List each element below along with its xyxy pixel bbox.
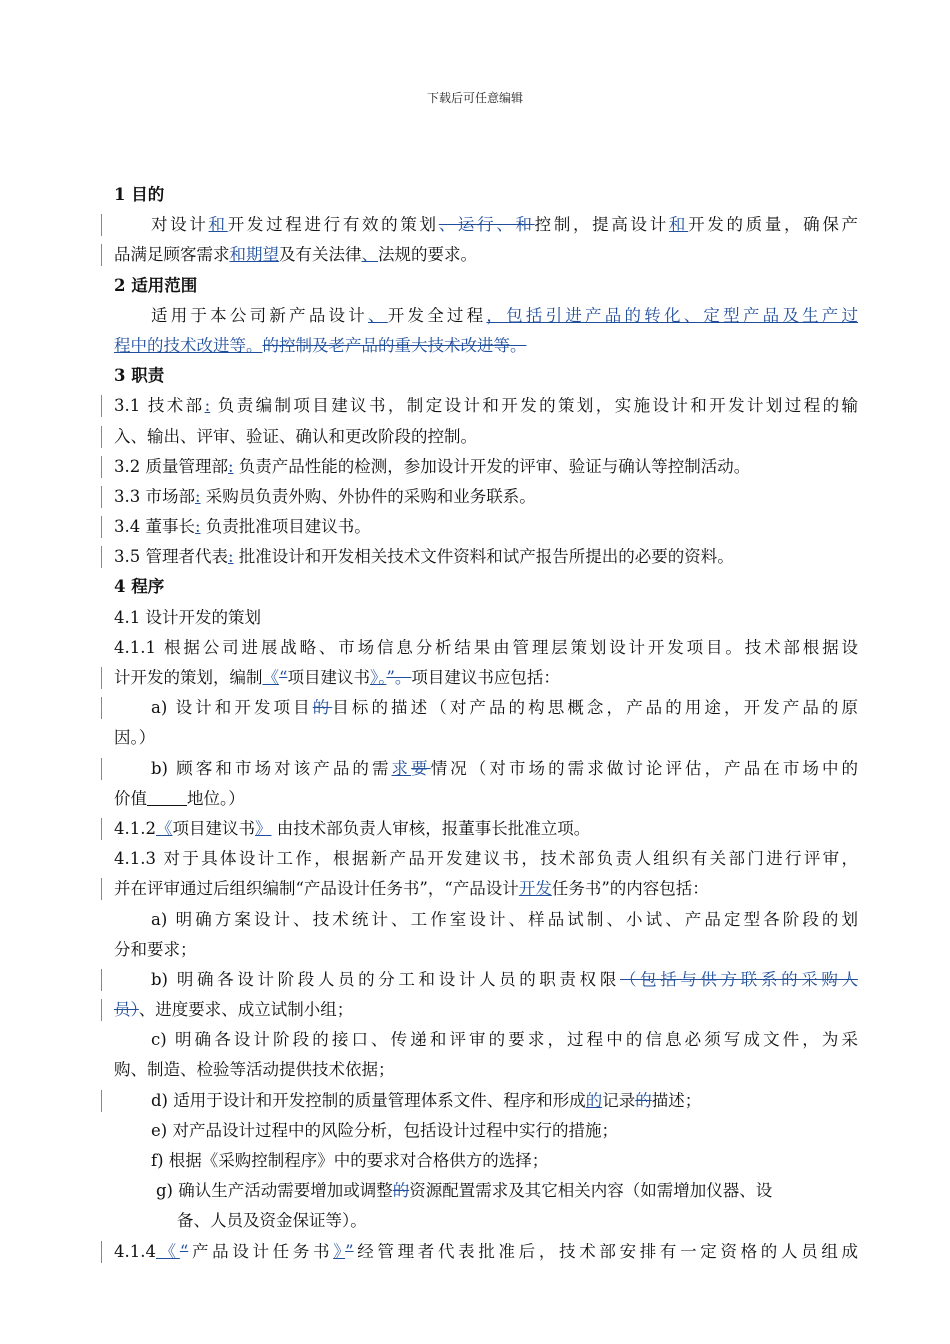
inserted-text: 和 [208, 215, 228, 235]
text-line [114, 1206, 858, 1236]
revision-bar [101, 456, 102, 478]
section-heading [114, 180, 858, 210]
inserted-text: 开发 [518, 879, 552, 899]
text-line [114, 1055, 858, 1085]
inserted-text: 的 [585, 1090, 603, 1110]
text-line [114, 965, 858, 995]
deleted-text: 员） [114, 1000, 139, 1020]
text-run: 批准设计和开发相关技术文件资料和试产报告所提出的必要的资料。 [233, 547, 734, 567]
revision-bar [101, 999, 102, 1021]
text-run: 分和要求； [114, 939, 197, 959]
text-line [114, 633, 858, 663]
text-line [114, 603, 858, 633]
text-run: 对设计 [151, 215, 209, 235]
deleted-text: “ [279, 668, 288, 687]
text-run: f) 根据《采购控制程序》中的要求对合格供方的选择； [151, 1151, 549, 1170]
text-run: c) 明确各设计阶段的接口、传递和评审的要求，过程中的信息必须写成文件，为采 [151, 1030, 858, 1050]
text-line [114, 1237, 858, 1267]
revision-bar [101, 426, 102, 448]
text-line [114, 693, 858, 723]
text-run: 购、制造、检验等活动提供技术依据； [114, 1060, 395, 1080]
revision-bar [101, 1090, 102, 1112]
section-heading [114, 271, 858, 301]
text-run: 控制，提高设计 [534, 215, 669, 235]
text-line [114, 905, 858, 935]
text-line [114, 784, 858, 814]
text-run: 记录 [602, 1090, 636, 1110]
revision-bar [101, 878, 102, 900]
text-run: 3.4 董事长 [114, 517, 195, 537]
text-run: 开发过程进行有效的策划 [227, 215, 439, 235]
inserted-text: : [195, 486, 201, 506]
deleted-text: （包括与供方联系的采购人 [619, 969, 859, 989]
inserted-text: 和期望 [229, 245, 279, 265]
deleted-text: ” [345, 1241, 354, 1261]
text-run: 开发的质量，确保产 [688, 215, 859, 235]
inserted-text: 《 [155, 1241, 180, 1261]
text-line [114, 301, 858, 331]
text-run: 资源配置需求及其它相关内容（如需增加仪器、设 [409, 1181, 773, 1201]
text-line [114, 331, 858, 361]
deleted-text: “ [179, 1241, 189, 1261]
deleted-text: 的控制及老产品的重大技术改进等。 [262, 335, 527, 355]
text-run: 负责编制项目建议书，制定设计和开发的策划，实施设计和开发计划过程的输 [210, 396, 858, 416]
text-run: a) 设计和开发项目 [151, 698, 313, 718]
text-run: 品满足顾客需求 [114, 245, 230, 265]
text-run: 开发全过程 [387, 305, 487, 325]
deleted-text: 的 [635, 1090, 652, 1110]
text-run: g) 确认生产活动需要增加或调整 [156, 1181, 393, 1201]
inserted-text: 程中的技术改进等。 [114, 335, 263, 355]
deleted-text: ”。 [386, 668, 412, 687]
text-run: a) 明确方案设计、技术统计、工作室设计、样品试制、小试、产品定型各阶段的划 [151, 909, 858, 929]
text-run: d) 适用于设计和开发控制的质量管理体系文件、程序和形成 [151, 1090, 586, 1110]
inserted-text: ，包括引进产品的转化、定型产品及生产过 [486, 305, 859, 325]
inserted-text: 《 [155, 818, 173, 838]
text-run: 4.1 设计开发的策划 [114, 607, 261, 627]
inserted-text: 》 [254, 818, 272, 838]
text-run: 经管理者代表批准后，技术部安排有一定资格的人员组成 [353, 1241, 859, 1261]
blank-line [147, 789, 187, 806]
inserted-text: 》 [333, 1241, 346, 1261]
text-run: 描述； [651, 1090, 702, 1110]
text-line [114, 1086, 858, 1116]
text-run: 因。） [114, 728, 156, 748]
text-run: 1 目的 [114, 185, 165, 204]
text-line [114, 874, 858, 904]
text-run: 采购员负责外购、外协件的采购和业务联系。 [200, 486, 536, 506]
text-run: 计开发的策划，编制 [114, 668, 263, 687]
text-run: 项目建议书 [287, 668, 370, 687]
deleted-text: 的 [312, 698, 333, 718]
revision-bar [101, 546, 102, 568]
section-heading [114, 361, 858, 391]
text-run: 3 职责 [114, 366, 165, 386]
text-run: 价值 [114, 788, 147, 808]
text-run: 4.1.2 [114, 818, 156, 838]
text-line [114, 210, 858, 240]
text-run: 、进度要求、成立试制小组； [138, 1000, 354, 1020]
inserted-text: 求 [391, 758, 412, 778]
text-run: 2 适用范围 [114, 275, 198, 295]
text-line [114, 422, 858, 452]
text-run: 负责批准项目建议书。 [200, 517, 371, 537]
text-line [114, 995, 858, 1025]
text-run: 3.1 技术部 [114, 396, 205, 416]
text-run: 项目建议书 [172, 818, 255, 838]
revision-bar [101, 818, 102, 840]
page-header: 下载后可任意编辑 [426, 91, 523, 105]
text-line [114, 663, 858, 693]
revision-bar [101, 516, 102, 538]
inserted-text: 《 [262, 668, 279, 687]
text-line [114, 1146, 858, 1176]
text-run: 4 程序 [114, 577, 165, 597]
revision-bar [101, 1241, 102, 1263]
text-line [114, 391, 858, 421]
text-line [114, 240, 858, 270]
text-line [114, 1176, 858, 1206]
text-run: b) 明确各设计阶段人员的分工和设计人员的职责权限 [151, 969, 620, 989]
text-line [114, 1025, 858, 1055]
text-run: 由技术部负责人审核，报董事长批准立项。 [271, 818, 591, 838]
document-body [114, 180, 858, 1267]
text-run: 项目建议书应包括： [411, 668, 560, 687]
text-run: b) 顾客和市场对该产品的需 [151, 758, 392, 778]
text-run: 3.5 管理者代表 [114, 547, 228, 567]
inserted-text: : [228, 456, 234, 476]
text-run: 负责产品性能的检测，参加设计开发的评审、验证与确认等控制活动。 [233, 456, 751, 476]
text-line [114, 542, 858, 572]
inserted-text: 、 [361, 245, 378, 265]
text-run: 地位。） [187, 788, 245, 808]
revision-bar [101, 486, 102, 508]
inserted-text: : [195, 517, 201, 537]
text-line [114, 935, 858, 965]
text-run: 并在评审通过后组织编制“产品设计任务书”，“产品设计 [114, 879, 519, 899]
text-line [114, 482, 858, 512]
inserted-text: 》。 [369, 668, 387, 687]
inserted-text: : [204, 396, 211, 416]
text-line [114, 754, 858, 784]
text-run: 情况（对市场的需求做讨论评估，产品在市场中的 [430, 758, 859, 778]
text-run: 及有关法律 [279, 245, 362, 265]
section-heading [114, 572, 858, 602]
revision-bar [101, 214, 102, 236]
text-run: 任务书”的内容包括： [551, 879, 709, 899]
revision-bar [101, 667, 102, 689]
text-run: 3.2 质量管理部 [114, 456, 228, 476]
inserted-text: 、 [368, 305, 388, 325]
inserted-text: 和 [668, 215, 689, 235]
revision-bar [101, 697, 102, 719]
deleted-text: 要 [411, 758, 431, 778]
text-run: 3.3 市场部 [114, 486, 195, 506]
inserted-text: : [228, 547, 234, 567]
text-line [114, 512, 858, 542]
text-line [114, 814, 858, 844]
text-run: 4.1.1 根据公司进展战略、市场信息分析结果由管理层策划设计开发项目。技术部根据设 [114, 637, 858, 657]
text-line [114, 1116, 858, 1146]
text-run: 4.1.4 [114, 1241, 156, 1261]
revision-bar [101, 244, 102, 266]
text-run: 备、人员及资金保证等）。 [177, 1211, 367, 1231]
text-line [114, 452, 858, 482]
revision-bar [101, 395, 102, 417]
deleted-text: 的 [392, 1181, 410, 1201]
text-run: 法规的要求。 [378, 245, 477, 265]
text-line [114, 723, 858, 753]
text-run: 4.1.3 对于具体设计工作，根据新产品开发建议书，技术部负责人组织有关部门进行评审， [114, 849, 858, 869]
text-run: 目标的描述（对产品的构思概念，产品的用途，开发产品的原 [332, 698, 859, 718]
revision-bar [101, 758, 102, 780]
text-run: 适用于本公司新产品设计 [151, 305, 369, 325]
text-run: 产品设计任务书 [188, 1241, 334, 1261]
text-run: e) 对产品设计过程中的风险分析，包括设计过程中实行的措施； [151, 1120, 618, 1140]
deleted-text: 、运行、和 [438, 215, 535, 235]
revision-bar [101, 969, 102, 991]
text-run: 入、输出、评审、验证、确认和更改阶段的控制。 [114, 426, 477, 446]
text-line [114, 844, 858, 874]
